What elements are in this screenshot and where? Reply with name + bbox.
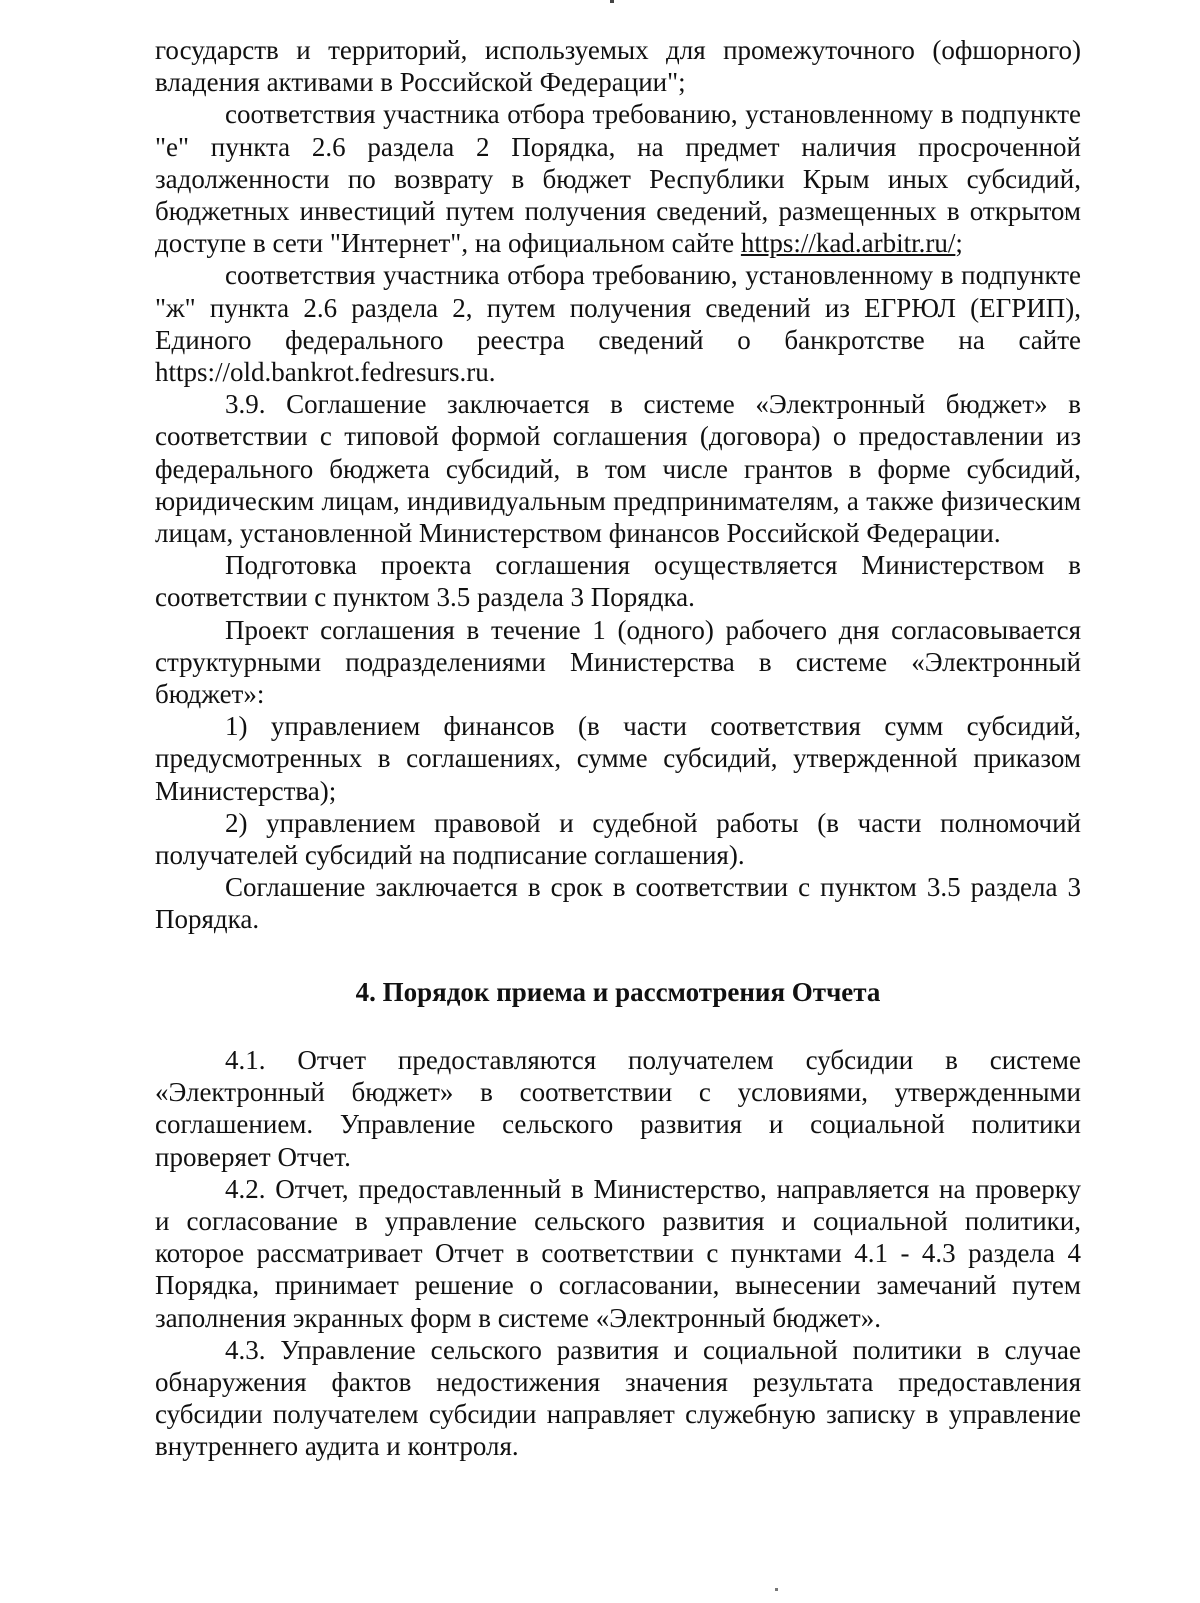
paragraph-requirement-e: [155, 98, 1081, 259]
page-number-mark: [610, 0, 614, 3]
paragraph-draft-preparation: Подготовка проекта соглашения осуществляется Министерством в соответствии с пунктом 3.5 раздела 3 Порядка.: [155, 550, 1081, 613]
paragraph-draft-approval: Проект соглашения в течение 1 (одного) рабочего дня согласовывается структурными подразделениями Министерства в системе «Электронный бюджет»:: [155, 614, 1081, 710]
section-4-heading: 4. Порядок приема и рассмотрения Отчета: [355, 976, 881, 1007]
paragraph-legal-department: 2) управлением правовой и судебной работы (в части полномочий получателей субсидий на подписание соглашения).: [155, 807, 1081, 871]
kad-arbitr-link[interactable]: https://kad.arbitr.ru/: [740, 228, 956, 259]
paragraph-agreement-term: Соглашение заключается в срок в соответствии с пунктом 3.5 раздела 3 Порядка.: [155, 872, 1081, 935]
paragraph-4-2: 4.2. Отчет, предоставленный в Министерство, направляется на проверку и согласование в управление сельского развития и социальной политики, которое рассматривает Отчет в соответствии с пунктами 4.1 - 4.3 раздела 4 Порядка, принимает решение о согласовании, вынесении замечаний путем заполнения экранных форм в системе «Электронный бюджет».: [155, 1173, 1081, 1333]
paragraph-finance-department: 1) управлением финансов (в части соответствия сумм субсидий, предусмотренных в соглашениях, сумме субсидий, утвержденной приказом Министерства);: [155, 711, 1081, 806]
paragraph-4-1: 4.1. Отчет предоставляются получателем субсидии в системе «Электронный бюджет» в соответствии с условиями, утвержденными соглашением. Управление сельского развития и социальной политики проверяет Отчет.: [155, 1044, 1081, 1172]
link-suffix: ;: [955, 228, 963, 259]
paragraph-4-3: 4.3. Управление сельского развития и социальной политики в случае обнаружения фактов недостижения значения результата предоставления субсидии получателем субсидии направляет служебную записку в управление внутреннего аудита и контроля.: [155, 1334, 1081, 1462]
paragraph-requirement-e-text: соответствия участника отбора требованию, установленному в подпункте "е" пункта 2.6 раздела 2 Порядка, на предмет наличия просроченной задолженности по возврату в бюджет Республики Крым иных субсидий, бюджетных инвестиций путем получения сведений, размещенных в открытом доступе в сети "Интернет", на официальном сайте: [155, 99, 1081, 259]
paragraph-3-9: 3.9. Соглашение заключается в системе «Электронный бюджет» в соответствии с типовой формой соглашения (договора) о предоставлении из федерального бюджета субсидий, в том числе грантов в форме субсидий, юридическим лицам, индивидуальным предпринимателям, а также физическим лицам, установленной Министерством финансов Российской Федерации.: [155, 389, 1081, 549]
paragraph-offshore-list-end: государств и территорий, используемых для промежуточного (офшорного) владения активами в Российской Федерации";: [155, 35, 1081, 98]
scan-speck: [775, 1588, 778, 1591]
document-page: [155, 34, 1081, 1463]
paragraph-requirement-zh: соответствия участника отбора требованию, установленному в подпункте "ж" пункта 2.6 раздела 2, путем получения сведений из ЕГРЮЛ (ЕГРИП), Единого федерального реестра сведений о банкротстве на сайте https://old.bankrot.fedresurs.ru.: [155, 260, 1081, 388]
